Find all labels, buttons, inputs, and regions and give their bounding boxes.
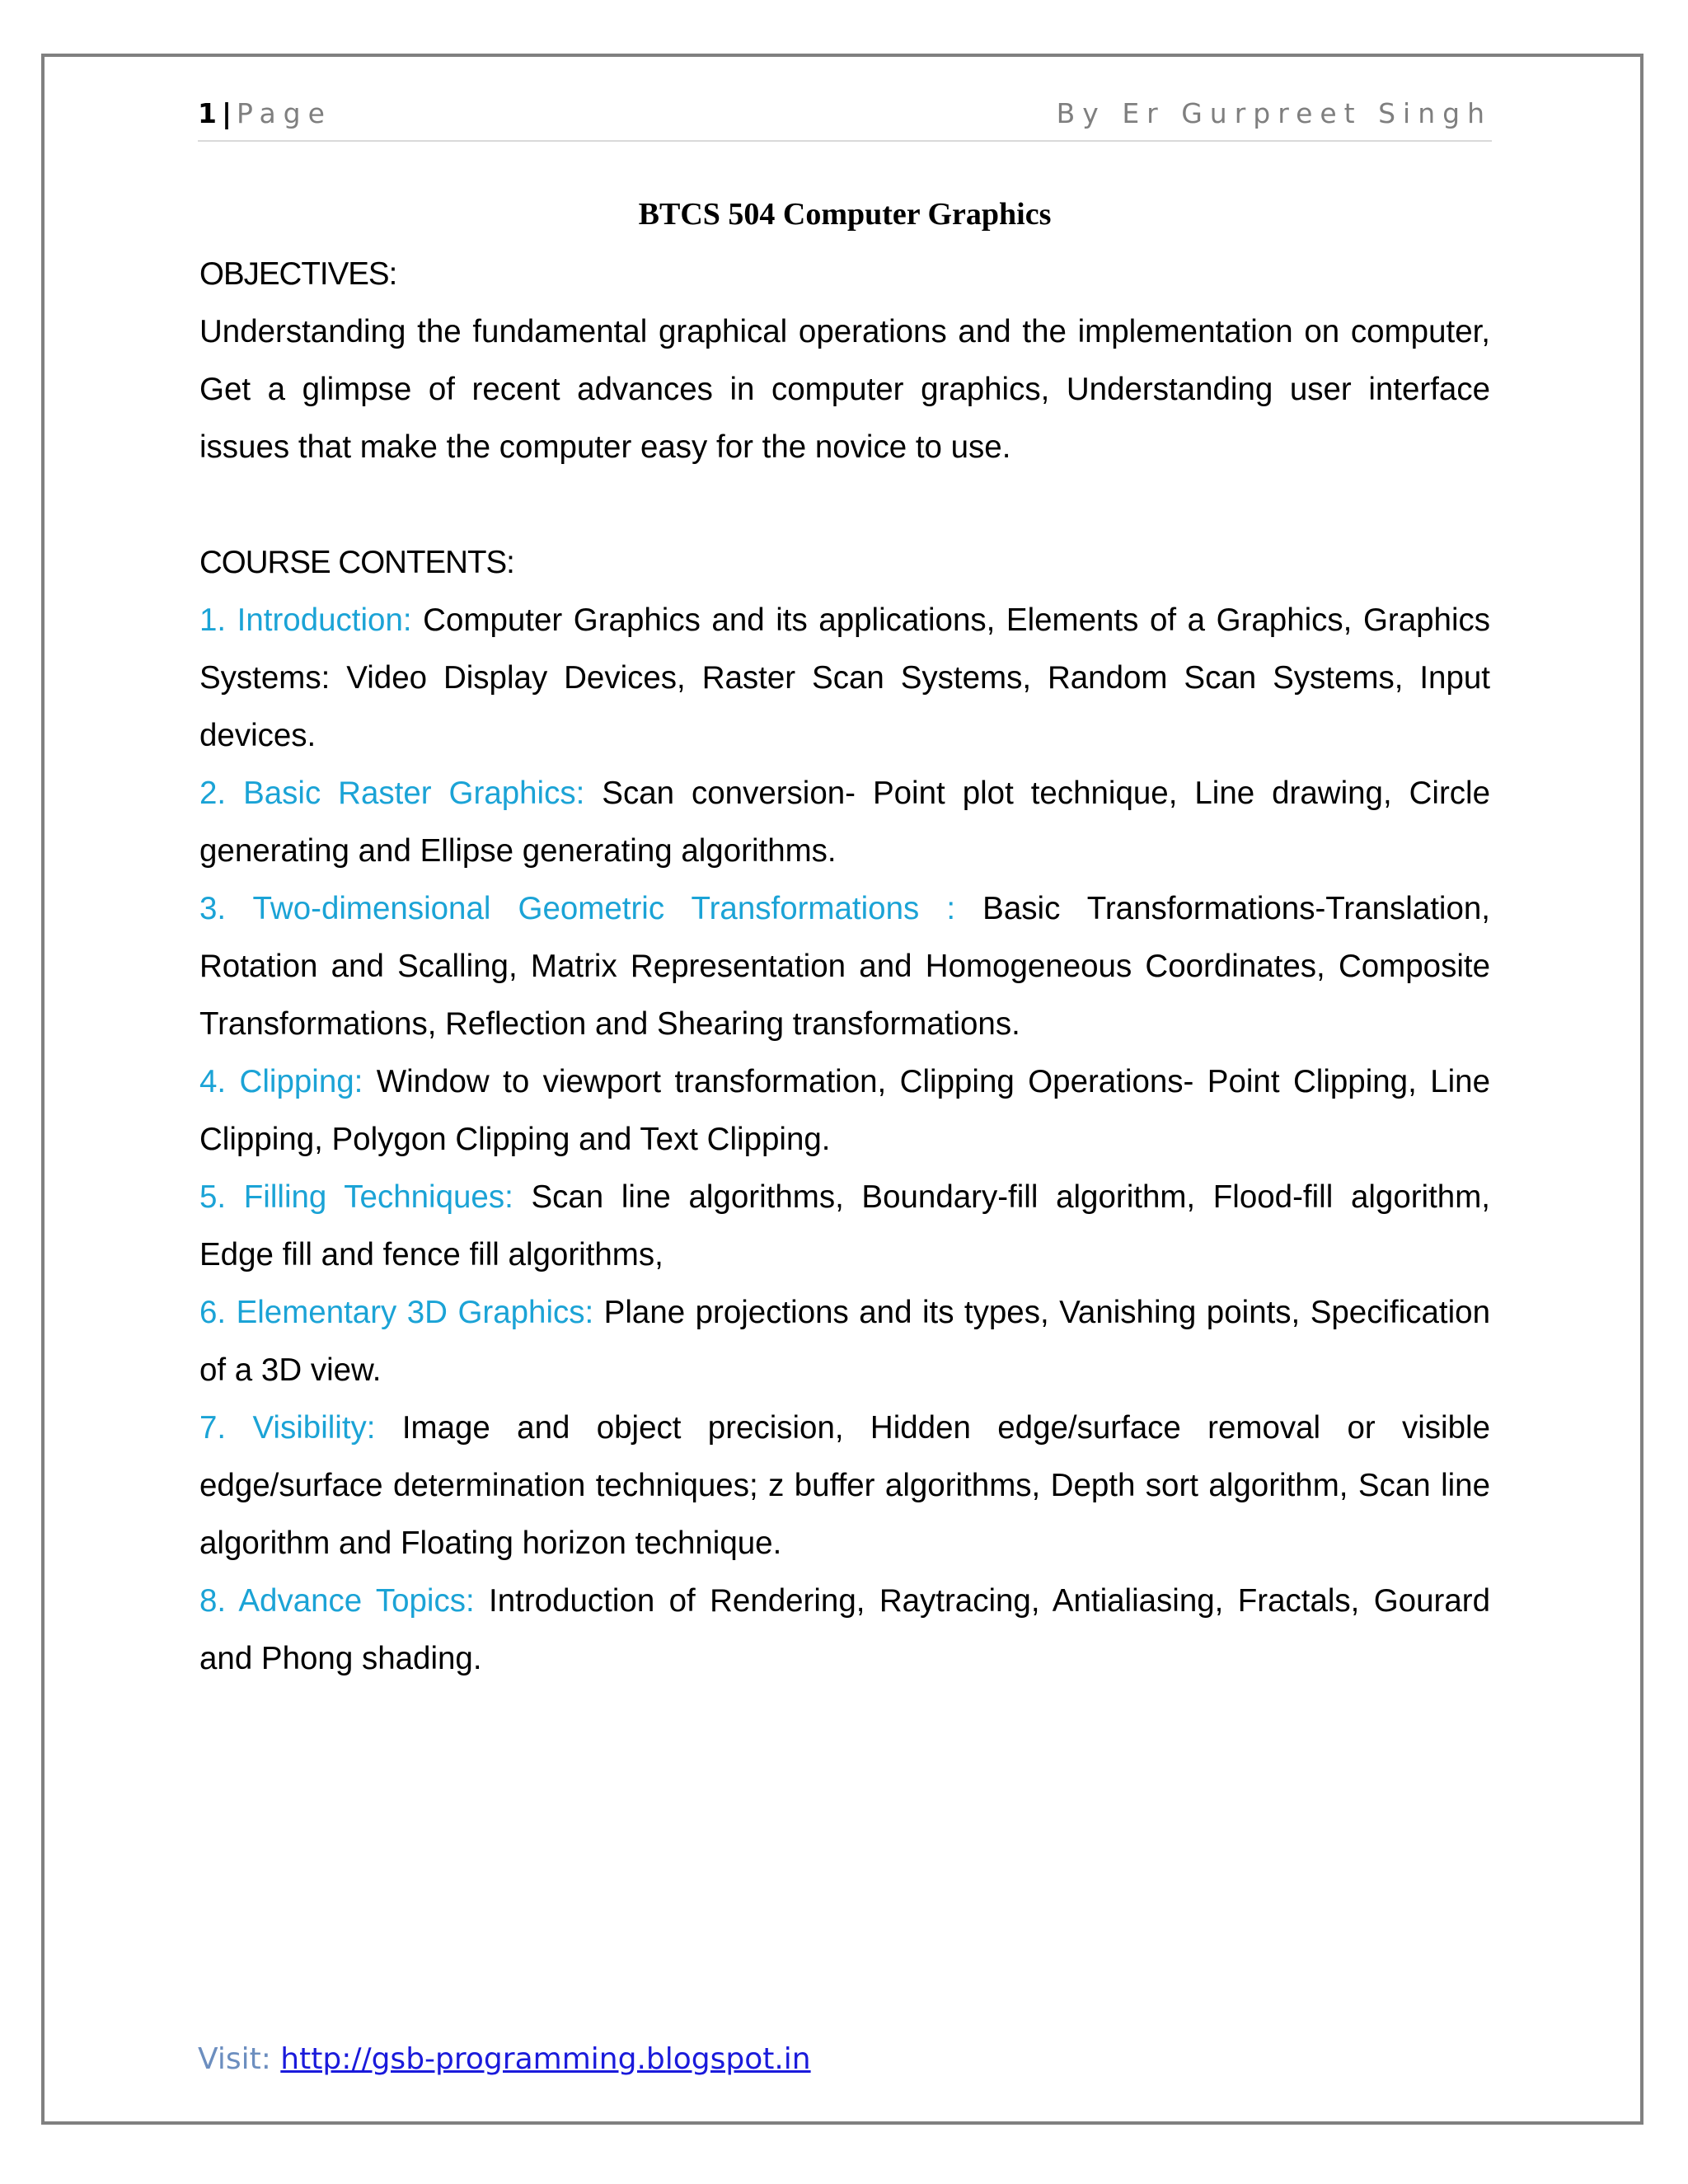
course-item-text: Image and object precision, Hidden edge/surface removal or visible edge/surface determination techniques; z buffer algorithms, Depth sort algorithm, Scan line algorithm and Floating horizon technique. xyxy=(199,1410,1490,1561)
course-item-elementary-3d-graphics xyxy=(199,1284,1490,1399)
course-item-label: 6. Elementary 3D Graphics: xyxy=(199,1295,594,1330)
document-body xyxy=(199,246,1490,1688)
course-item-text: Computer Graphics and its applications, Elements of a Graphics, Graphics Systems: Video Display Devices, Raster Scan Systems, Random Scan Systems, Input devices. xyxy=(199,602,1491,753)
course-item-label: 5. Filling Techniques: xyxy=(199,1179,513,1215)
course-item-advance-topics xyxy=(199,1572,1490,1688)
document-title: BTCS 504 Computer Graphics xyxy=(638,197,1052,232)
course-contents-heading: COURSE CONTENTS: xyxy=(199,545,514,580)
course-item-basic-raster-graphics xyxy=(199,765,1490,880)
course-item-label: 2. Basic Raster Graphics: xyxy=(199,776,585,811)
objectives-heading: OBJECTIVES: xyxy=(199,256,397,292)
course-item-2d-transformations xyxy=(199,880,1490,1053)
page-number-group xyxy=(198,97,332,129)
course-item-text: Scan line algorithms, Boundary-fill algorithm, Flood-fill algorithm, Edge fill and fence fill algorithms, xyxy=(199,1179,1490,1272)
course-item-visibility xyxy=(199,1399,1490,1572)
page-word: Page xyxy=(237,97,332,129)
course-item-text: Window to viewport transformation, Clipping Operations- Point Clipping, Line Clipping, Polygon Clipping and Text Clipping. xyxy=(199,1064,1490,1157)
course-item-label: 4. Clipping: xyxy=(199,1064,363,1099)
footer-prefix: Visit: xyxy=(198,2042,281,2076)
course-item-label: 1. Introduction: xyxy=(199,602,412,638)
course-item-text: Introduction of Rendering, Raytracing, Antialiasing, Fractals, Gourard and Phong shading. xyxy=(199,1583,1490,1676)
course-item-label: 8. Advance Topics: xyxy=(199,1583,475,1619)
objectives-text: Understanding the fundamental graphical operations and the implementation on computer, Get a glimpse of recent advances in computer graphics, Understanding user interface issues that make the computer easy for the novice to use. xyxy=(199,314,1490,465)
header-separator: | xyxy=(221,97,234,129)
course-item-label: 7. Visibility: xyxy=(199,1410,376,1446)
course-item-introduction xyxy=(199,592,1490,765)
spacer xyxy=(199,476,1490,534)
course-item-label: 3. Two-dimensional Geometric Transformations : xyxy=(199,891,956,926)
course-item-filling-techniques xyxy=(199,1169,1490,1284)
blog-link[interactable]: http://gsb-programming.blogspot.in xyxy=(280,2042,811,2076)
course-item-text: Scan conversion- Point plot technique, Line drawing, Circle generating and Ellipse generating algorithms. xyxy=(199,776,1490,869)
course-item-clipping xyxy=(199,1053,1490,1169)
page-header xyxy=(198,97,1492,142)
page-number: 1 xyxy=(198,97,218,129)
course-item-text: Plane projections and its types, Vanishing points, Specification of a 3D view. xyxy=(199,1295,1491,1388)
page-footer xyxy=(198,2042,811,2076)
header-author: By Er Gurpreet Singh xyxy=(1056,97,1492,129)
course-item-text: Basic Transformations-Translation, Rotation and Scalling, Matrix Representation and Homogeneous Coordinates, Composite Transformations, Reflection and Shearing transformations. xyxy=(199,891,1491,1042)
